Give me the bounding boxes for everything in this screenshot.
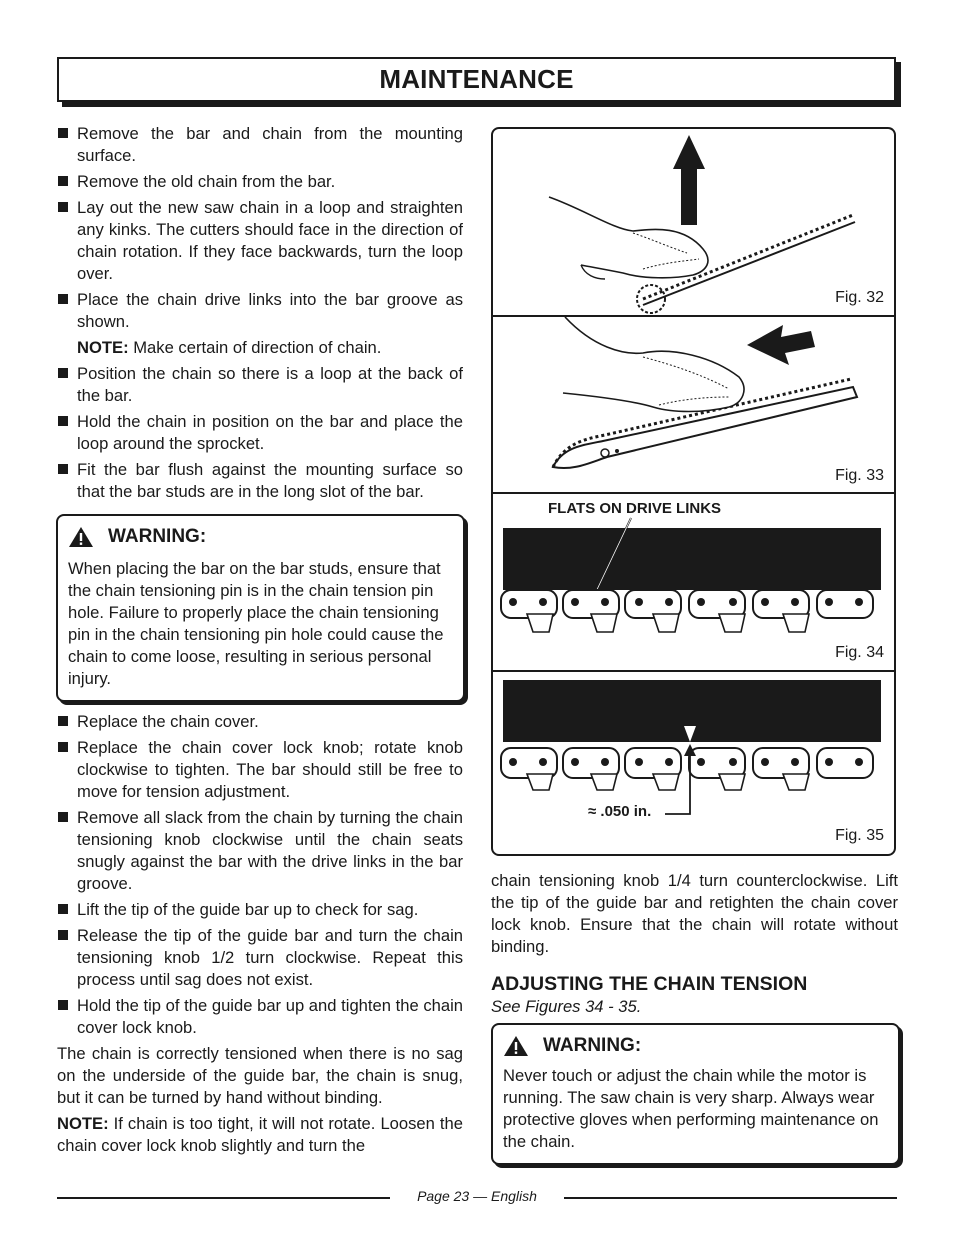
gloved-hand-slide-illustration	[493, 317, 894, 492]
footer-rule-right	[564, 1197, 897, 1199]
left-column	[57, 123, 463, 507]
figure-35	[493, 672, 894, 856]
figure-panel	[491, 127, 896, 856]
left-column-lower	[57, 711, 463, 1161]
note-label: NOTE:	[57, 1114, 109, 1133]
warning-header	[503, 1035, 888, 1057]
figure-label: Fig. 32	[835, 289, 884, 306]
figure-label: Fig. 33	[835, 467, 884, 484]
page-title: MAINTENANCE	[379, 64, 574, 94]
bullet-item: Hold the chain in position on the bar and place the loop around the sprocket.	[57, 411, 463, 455]
warning-title: WARNING:	[543, 1035, 642, 1056]
chain-drive-links-illustration	[493, 494, 894, 670]
gap-measurement-label: ≈ .050 in.	[588, 803, 652, 820]
figure-label: Fig. 34	[835, 644, 884, 661]
page-footer: Page 23 — English	[417, 1188, 537, 1204]
bullet-item: Remove all slack from the chain by turning the chain tensioning knob clockwise until the chain seats snugly against the bar with the drive links in the bar groove.	[57, 807, 463, 895]
bullet-item: Hold the tip of the guide bar up and tighten the chain cover lock knob.	[57, 995, 463, 1039]
section-heading: ADJUSTING THE CHAIN TENSION	[491, 973, 808, 995]
section-header	[57, 57, 896, 102]
figure-33	[493, 317, 894, 492]
warning-text: Never touch or adjust the chain while the motor is running. The saw chain is very sharp. Always wear protective gloves when performing maintenance on the chain.	[503, 1066, 879, 1151]
instruction-list-c	[57, 711, 463, 1039]
warning-box-bar-studs	[56, 514, 465, 702]
note-text: If chain is too tight, it will not rotate. Loosen the chain cover lock knob slightly and turn the	[57, 1114, 463, 1155]
bullet-item: Release the tip of the guide bar and turn the chain tensioning knob 1/2 turn clockwise. Repeat this process until sag does not exist.	[57, 925, 463, 991]
figure-34	[493, 494, 894, 670]
instruction-list-a	[57, 123, 463, 333]
figure-label: Fig. 35	[835, 827, 884, 844]
tension-paragraph: The chain is correctly tensioned when there is no sag on the underside of the guide bar, the chain is snug, but it can be turned by hand without binding.	[57, 1044, 463, 1107]
note-too-tight	[57, 1113, 463, 1157]
bullet-item: Replace the chain cover.	[57, 711, 463, 733]
warning-text: When placing the bar on the bar studs, ensure that the chain tensioning pin is in the chain tension pin hole. Failure to properly place the chain tensioning pin in the chain tensioning pin hole could cause the chain to come loose, resulting in serious personal injury.	[68, 559, 444, 688]
bullet-item: Remove the bar and chain from the mounting surface.	[57, 123, 463, 167]
note-label: NOTE:	[77, 338, 129, 357]
bullet-item: Place the chain drive links into the bar groove as shown.	[57, 289, 463, 333]
bullet-item: Fit the bar flush against the mounting surface so that the bar studs are in the long slot of the bar.	[57, 459, 463, 503]
chain-gap-illustration	[493, 672, 894, 856]
flats-callout-label: FLATS ON DRIVE LINKS	[548, 500, 722, 517]
bullet-item: Replace the chain cover lock knob; rotate knob clockwise to tighten. The bar should still be free to move for tension adjustment.	[57, 737, 463, 803]
continued-paragraph: chain tensioning knob 1/4 turn counterclockwise. Lift the tip of the guide bar and retighten the chain cover lock knob. Ensure that the chain will rotate without binding.	[491, 871, 898, 956]
bullet-item: Position the chain so there is a loop at the back of the bar.	[57, 363, 463, 407]
warning-title: WARNING:	[108, 526, 207, 547]
figure-reference: See Figures 34 - 35.	[491, 997, 642, 1016]
figure-32	[493, 129, 894, 315]
warning-header	[68, 526, 453, 548]
warning-triangle-icon	[503, 1035, 529, 1057]
gloved-hand-lift-illustration	[493, 129, 894, 315]
footer-rule-left	[57, 1197, 390, 1199]
warning-box-chain	[491, 1023, 900, 1165]
instruction-list-b	[57, 363, 463, 503]
warning-triangle-icon	[68, 526, 94, 548]
note-direction	[77, 337, 463, 359]
bullet-item: Lay out the new saw chain in a loop and straighten any kinks. The cutters should face in the direction of chain rotation. If they face backwards, turn the loop over.	[57, 197, 463, 285]
note-text: Make certain of direction of chain.	[128, 338, 382, 357]
bullet-item: Lift the tip of the guide bar up to check for sag.	[57, 899, 463, 921]
bullet-item: Remove the old chain from the bar.	[57, 171, 463, 193]
right-column	[491, 870, 898, 1018]
